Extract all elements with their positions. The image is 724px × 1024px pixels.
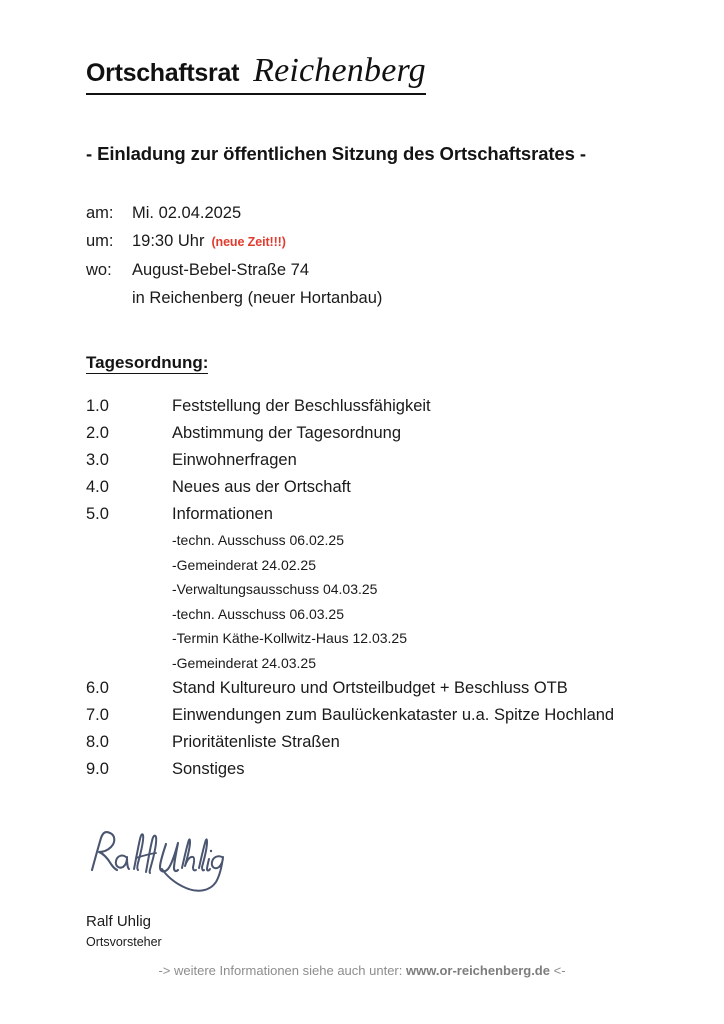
agenda-item-number: 2.0 — [86, 424, 109, 442]
agenda-item-text: Neues aus der Ortschaft — [172, 478, 351, 496]
document-footer — [0, 963, 724, 978]
agenda-item — [86, 729, 666, 756]
footer-suffix-text: <- — [549, 963, 566, 978]
signer-role: Ortsvorsteher — [86, 935, 162, 949]
agenda-item — [86, 393, 666, 420]
meeting-date-value: Mi. 02.04.2025 — [132, 204, 242, 222]
agenda-item-number: 9.0 — [86, 760, 109, 778]
agenda-item — [86, 756, 666, 783]
agenda-item-text: Informationen — [172, 505, 273, 523]
agenda-item-number: 4.0 — [86, 478, 109, 496]
header-organisation: Ortschaftsrat — [86, 59, 240, 87]
signer-name: Ralf Uhlig — [86, 913, 152, 930]
agenda-item-number: 1.0 — [86, 397, 109, 415]
agenda-item-text: Feststellung der Beschlussfähigkeit — [172, 397, 431, 415]
document-header — [86, 52, 646, 95]
agenda-item — [86, 702, 666, 729]
meeting-location-city: in Reichenberg (neuer Hortanbau) — [132, 289, 383, 307]
agenda-subitem: -Gemeinderat 24.02.25 — [172, 556, 316, 573]
agenda-subitem: -Verwaltungsausschuss 04.03.25 — [172, 581, 378, 597]
footer-prefix-text: -> weitere Informationen siehe auch unter: — [158, 963, 406, 978]
agenda-item — [86, 501, 666, 528]
agenda-item — [86, 675, 666, 702]
agenda-heading-text: Tagesordnung: — [86, 353, 209, 372]
meeting-location-label: wo: — [86, 261, 112, 279]
handwritten-signature-icon — [86, 826, 228, 894]
signature-block — [86, 826, 386, 951]
agenda-item-text: Einwohnerfragen — [172, 451, 297, 469]
invitation-subtitle: - Einladung zur öffentlichen Sitzung des Ortschaftsrates - — [86, 143, 586, 164]
agenda-item-number: 8.0 — [86, 733, 109, 751]
meeting-location-row-2 — [86, 284, 382, 312]
meeting-date-row — [86, 199, 382, 227]
agenda-item-text: Sonstiges — [172, 760, 245, 778]
agenda-list — [86, 393, 666, 783]
footer-website-url[interactable]: www.or-reichenberg.de — [405, 963, 550, 978]
agenda-item-text: Einwendungen zum Baulückenkataster u.a. Spitze Hochland — [172, 706, 615, 724]
agenda-item-number: 5.0 — [86, 505, 109, 523]
agenda-subitem: -techn. Ausschuss 06.03.25 — [172, 605, 344, 622]
meeting-location-street: August-Bebel-Straße 74 — [132, 261, 310, 279]
meeting-time-change-note: (neue Zeit!!!) — [211, 235, 286, 249]
meeting-time-label: um: — [86, 232, 114, 250]
agenda-item-text: Prioritätenliste Straßen — [172, 733, 340, 751]
header-underlined-title — [86, 52, 426, 95]
meeting-time-value: 19:30 Uhr — [132, 232, 205, 250]
agenda-subitem-list — [172, 528, 666, 675]
agenda-item-number: 6.0 — [86, 679, 109, 697]
header-place-name: Reichenberg — [253, 52, 426, 89]
agenda-subitem: -Termin Käthe-Kollwitz-Haus 12.03.25 — [172, 630, 407, 646]
agenda-subitem: -Gemeinderat 24.03.25 — [172, 654, 316, 671]
agenda-item-number: 7.0 — [86, 706, 109, 724]
agenda-item-text: Abstimmung der Tagesordnung — [172, 424, 402, 442]
agenda-item-text: Stand Kultureuro und Ortsteilbudget + Beschluss OTB — [172, 679, 568, 697]
agenda-item — [86, 420, 666, 447]
meeting-details — [86, 199, 382, 312]
agenda-heading — [86, 353, 208, 373]
meeting-location-row — [86, 256, 382, 284]
meeting-date-label: am: — [86, 204, 114, 222]
agenda-item — [86, 447, 666, 474]
agenda-item-number: 3.0 — [86, 451, 109, 469]
agenda-subitem: -techn. Ausschuss 06.02.25 — [172, 532, 344, 548]
agenda-item — [86, 474, 666, 501]
meeting-time-row — [86, 227, 382, 256]
